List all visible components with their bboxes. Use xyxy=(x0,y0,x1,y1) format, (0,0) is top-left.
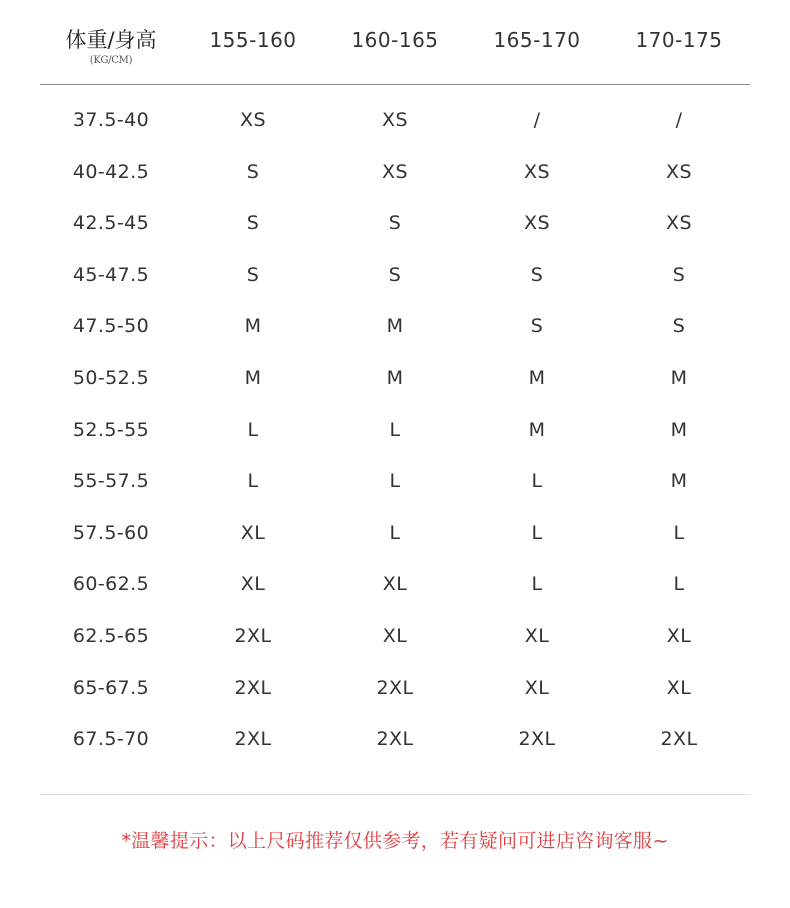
size-cell: M xyxy=(528,366,546,389)
size-cell: M xyxy=(244,366,262,389)
size-recommendation-note: *温馨提示：以上尺码推荐仅供参考，若有疑问可进店咨询客服~ xyxy=(121,830,669,852)
size-cell: XS xyxy=(666,212,692,235)
size-cell: S xyxy=(388,212,402,235)
size-cell: XS xyxy=(524,160,550,183)
size-cell: XL xyxy=(524,676,550,699)
size-cell: S xyxy=(530,315,544,338)
size-cell: S xyxy=(246,263,260,286)
height-header-1: 155-160 xyxy=(209,28,297,52)
size-cell: S xyxy=(672,263,686,286)
size-cell: 2XL xyxy=(234,728,272,751)
weight-range-cell: 37.5-40 xyxy=(72,109,150,131)
weight-range-cell: 57.5-60 xyxy=(72,521,150,544)
size-cell: XL xyxy=(666,676,692,699)
size-cell: L xyxy=(389,521,401,544)
size-cell: 2XL xyxy=(234,676,272,699)
table-row xyxy=(40,663,750,715)
size-cell: 2XL xyxy=(376,728,414,751)
size-cell: L xyxy=(389,470,401,493)
table-row xyxy=(40,559,750,611)
size-cell: 2XL xyxy=(234,624,272,647)
size-cell: S xyxy=(672,315,686,338)
size-cell: XL xyxy=(382,573,408,596)
size-cell: M xyxy=(670,418,688,441)
size-cell: L xyxy=(389,418,401,441)
size-cell: L xyxy=(531,470,543,493)
size-cell: XL xyxy=(240,573,266,596)
table-row xyxy=(40,508,750,560)
size-cell: M xyxy=(386,366,404,389)
table-row xyxy=(40,714,750,766)
weight-range-cell: 42.5-45 xyxy=(72,212,150,235)
size-cell: XS xyxy=(382,160,408,183)
table-row xyxy=(40,353,750,405)
table-body xyxy=(40,85,750,766)
table-row xyxy=(40,456,750,508)
size-cell: 2XL xyxy=(376,676,414,699)
size-cell: S xyxy=(246,212,260,235)
size-cell: S xyxy=(530,263,544,286)
size-cell: / xyxy=(675,109,683,131)
size-cell: XL xyxy=(382,624,408,647)
size-cell: L xyxy=(247,470,259,493)
size-cell: XS xyxy=(382,109,408,131)
weight-range-cell: 67.5-70 xyxy=(72,728,150,751)
size-cell: M xyxy=(528,418,546,441)
table-row xyxy=(40,95,750,147)
unit-label: (KG/CM) xyxy=(89,55,133,66)
weight-height-title: 体重/身高 xyxy=(65,28,157,52)
size-cell: XL xyxy=(240,521,266,544)
weight-range-cell: 47.5-50 xyxy=(72,315,150,338)
weight-range-cell: 50-52.5 xyxy=(72,366,150,389)
height-header-2: 160-165 xyxy=(351,28,439,52)
weight-range-cell: 62.5-65 xyxy=(72,624,150,647)
size-cell: 2XL xyxy=(660,728,698,751)
size-cell: M xyxy=(244,315,262,338)
size-cell: / xyxy=(533,109,541,131)
size-cell: XL xyxy=(666,624,692,647)
weight-range-cell: 65-67.5 xyxy=(72,676,150,699)
table-header-row xyxy=(40,0,750,85)
size-chart-table xyxy=(40,0,750,766)
weight-range-cell: 45-47.5 xyxy=(72,263,150,286)
table-row xyxy=(40,405,750,457)
table-row xyxy=(40,147,750,199)
size-cell: S xyxy=(246,160,260,183)
weight-range-cell: 55-57.5 xyxy=(72,470,150,493)
size-cell: XL xyxy=(524,624,550,647)
size-cell: M xyxy=(670,366,688,389)
bottom-divider xyxy=(40,794,750,795)
size-cell: M xyxy=(386,315,404,338)
size-cell: XS xyxy=(524,212,550,235)
size-cell: 2XL xyxy=(518,728,556,751)
size-cell: L xyxy=(673,573,685,596)
weight-range-cell: 60-62.5 xyxy=(72,573,150,596)
size-cell: L xyxy=(247,418,259,441)
size-cell: L xyxy=(531,573,543,596)
height-header-3: 165-170 xyxy=(493,28,581,52)
table-row xyxy=(40,611,750,663)
corner-header-cell xyxy=(40,26,182,67)
size-cell: XS xyxy=(240,109,266,131)
weight-range-cell: 40-42.5 xyxy=(72,160,150,183)
size-cell: L xyxy=(531,521,543,544)
height-header-4: 170-175 xyxy=(635,28,723,52)
size-cell: L xyxy=(673,521,685,544)
weight-range-cell: 52.5-55 xyxy=(72,418,150,441)
table-row xyxy=(40,301,750,353)
table-row xyxy=(40,198,750,250)
size-cell: XS xyxy=(666,160,692,183)
size-cell: M xyxy=(670,470,688,493)
table-row xyxy=(40,250,750,302)
size-cell: S xyxy=(388,263,402,286)
